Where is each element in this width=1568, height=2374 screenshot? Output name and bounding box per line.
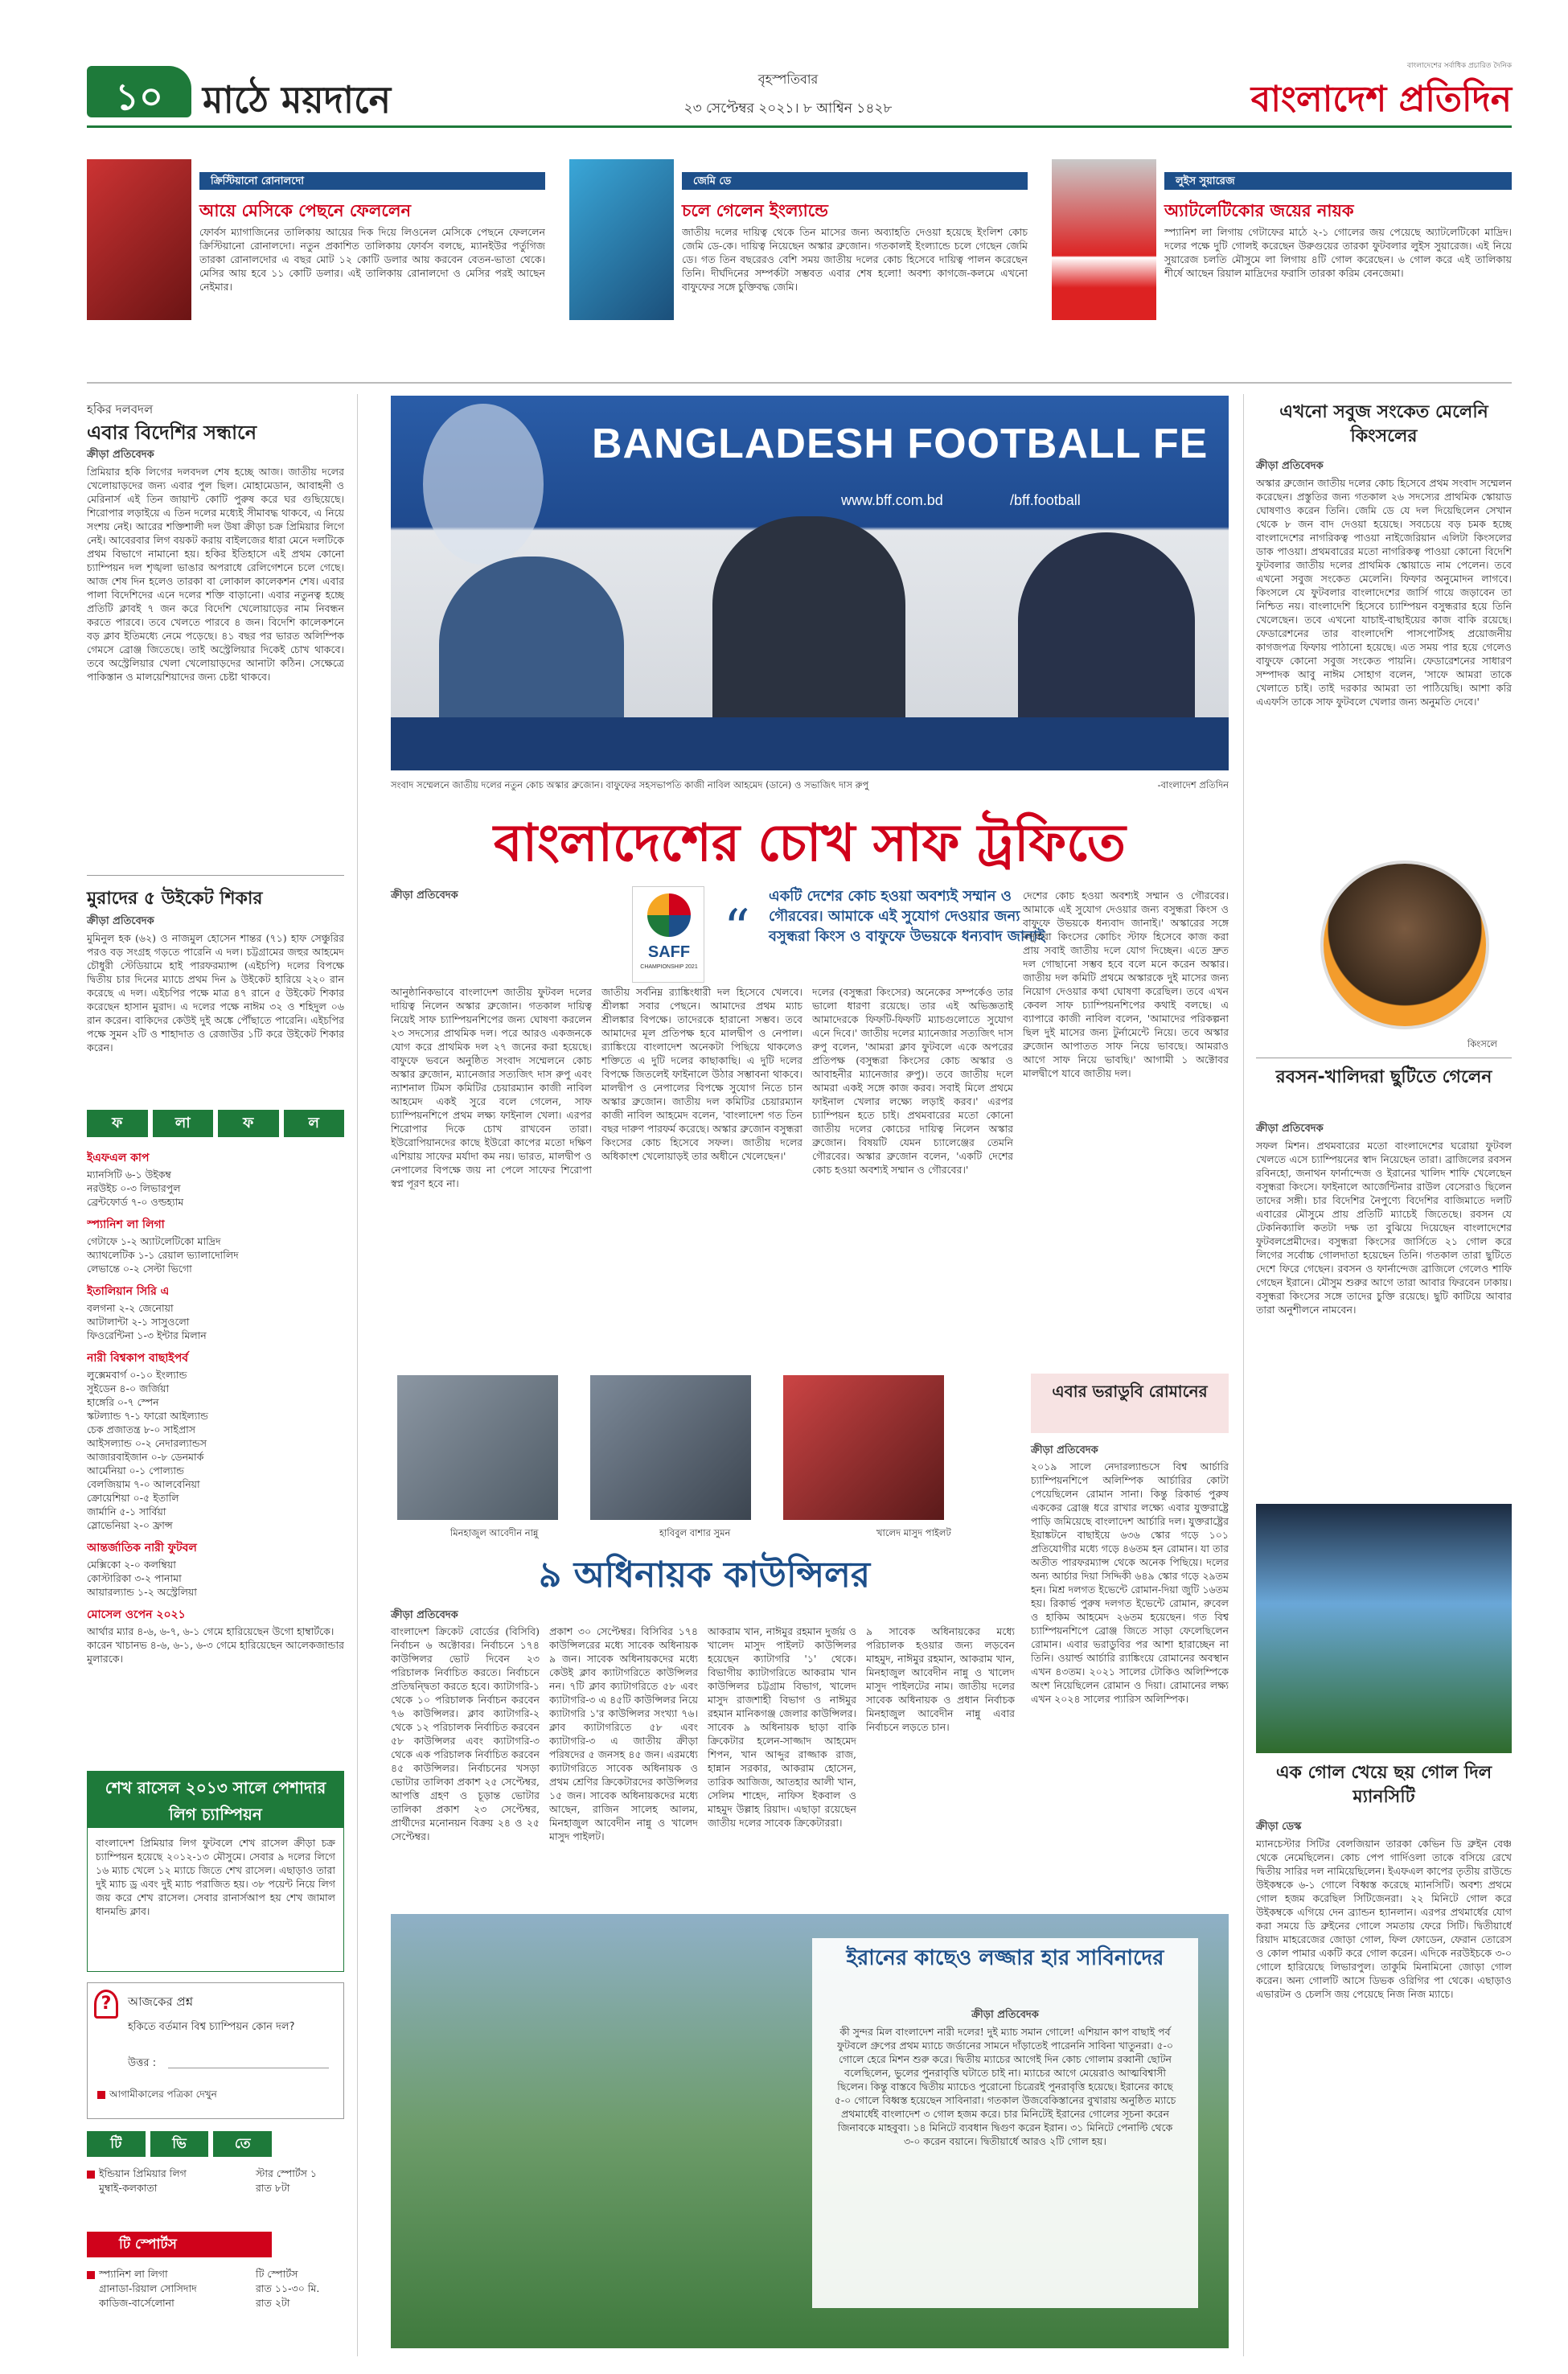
result-group (87, 1538, 344, 1599)
iran-byline: ক্রীড়া প্রতিবেদক (971, 2009, 1039, 2021)
tsports-title: টি স্পোর্টস (119, 2236, 177, 2253)
hockey-body: প্রিমিয়ার হকি লিগের দলবদল শেষ হচ্ছে আজ। জাতীয় দলের খেলোয়াড়দের জন্য এবার পুল ছিল। মোহামেডান, আবাহনী ও মেরিনার্স এই তিন জায়ান্ট কোটি পুরুষ করে ঘর গুছিয়েছে। শিরোপার লড়াইয়ে এ তিন দলের মধ্যেই সীমাবদ্ধ থাকবে, এ নিয়ে সংশয় নেই। আরের শক্তিশালী দল উষা ক্রীড়া চক্র প্রিমিয়ার লিগে নেই। আবেরবার লিগ বয়কট করায় বাইলজের ধারা মেনে দলটিকে প্রথম বিভাগে নামানো হয়। হকির ইতিহাসে এই প্রথম কোনো চ্যাম্পিয়ন দল শৃঙ্খলা ভাঙার অপরাধে রেলিগেশনে চলে গেছে। আজ শেষ দিন হলেও তারকা বা লোকাল কালেকশন শেষ। এবার পালা বিদেশিদের এনে দলের শক্তি বাড়ানো। এবার নতুনত্ব হচ্ছে প্রতিটি ক্লাবই ৭ জন করে বিদেশি খেলোয়াড়ের নাম নিবন্ধন করতে পারবে। তবে খেলতে পারবে ৪ জন। বিদেশি কালেকশনে বড় ক্লাব ইতিমধ্যে নেমে পড়েছে। ৪১ বছর পর ভারত অলিম্পিক গেমসে ব্রোঞ্জ জিতেছে। তাই অস্ট্রেলিয়ার দিকেই চোখ থাকবে। তবে অস্ট্রেলিয়ার খেলা খেলোয়াড়দের আনাটা কঠিন। সেক্ষেত্রে পাকিস্তান ও মালয়েশিয়াদের জন্য চেষ্টা থাকবে। (87, 466, 344, 683)
robson-byline: ক্রীড়া প্রতিবেদক (1256, 1123, 1324, 1135)
captain-photo-3 (783, 1375, 944, 1520)
romaner-headline-box (1031, 1374, 1229, 1433)
captains-headline: ৯ অধিনায়ক কাউন্সিলর (538, 1555, 871, 1596)
iran-headline: ইরানের কাছেও লজ্জার হার সাবিনাদের (846, 1946, 1164, 1970)
square-bullet-icon (87, 2171, 95, 2179)
story-body: স্প্যানিশ লা লিগায় গেটাফের মাঠে ২-১ গোলের জয় পেয়েছে অ্যাটলেটিকো মাদ্রিদ। দলের পক্ষে দুটি গোলই করেছেন উরুগুয়ের তারকা ফুটবলার লুইস সুয়ারেজ। এই নিয়ে সুয়ারেজ চলতি মৌসুমে লা লিগায় ৪টি গোল করেছেন। ৬ গোল করে এই তালিকায় শীর্ষে আছেন রিয়াল মাদ্রিদের ফরাসি তারকা করিম বেনজেমা। (1164, 226, 1512, 279)
story-headline: অ্যাটলেটিকোর জয়ের নায়ক (1164, 201, 1354, 220)
result-league: ইএফএল কাপ (87, 1152, 150, 1164)
jamie-photo (569, 159, 674, 320)
quiz-footer (97, 2088, 217, 2104)
tsports-row (87, 2267, 344, 2312)
tv-title-char: ভি (150, 2131, 209, 2157)
lead-caption: সংবাদ সম্মেলনে জাতীয় দলের নতুন কোচ অস্কার ব্রুজোন। বাফুফের সহসভাপতি কাজী নাবিল আহমেদ (ডানে) ও সভাজিৎ দাস রুপু (391, 779, 869, 791)
saff-emblem-icon (647, 893, 691, 937)
result-line: ফিওরেন্টিনা ১-৩ ইন্টার মিলান (87, 1329, 207, 1341)
kingsley-headline: এখনো সবুজ সংকেত মেলেনি কিংসলের (1279, 402, 1488, 446)
tsports-time: রাত ১১-৩০ মি. (256, 2282, 320, 2294)
tv-box (87, 2131, 344, 2220)
column-rule (1243, 394, 1244, 2356)
story-headline: চলে গেলেন ইংল্যান্ডে (682, 201, 828, 220)
bff-emblem-icon (423, 404, 544, 565)
result-line: হাঙ্গেরি ০-৭ স্পেন (87, 1396, 159, 1408)
results-list (87, 1142, 344, 1753)
result-line: কারেন খাচানভ ৪-৬, ৬-১, ৬-৩ গেমে হারিয়েছেন আলেকজান্ডার মুলারকে। (87, 1639, 344, 1665)
result-line: সুইডেন ৪-০ জর্জিয়া (87, 1382, 170, 1394)
story-tag-bar (682, 172, 1028, 190)
tsports-match: কাডিজ-বার্সেলোনা (99, 2297, 174, 2309)
captains-byline: ক্রীড়া প্রতিবেদক (391, 1609, 458, 1621)
kingsley-photo (1320, 860, 1489, 1029)
tsports-event-text: স্প্যানিশ লা লিগা (99, 2268, 168, 2280)
iran-body: কী সুন্দর মিল বাংলাদেশ নারী দলের! দুই ম্যাচ সমান গোলে! এশিয়ান কাপ বাছাই পর্ব ফুটবলে গ্রুপের প্রথম ম্যাচে জর্ডানের সামনে দাঁড়াতেই পারেননি সাবিনা খাতুনরা। ৫-০ গোলে হেরে মিশন শুরু করে। দ্বিতীয় ম্যাচের আগেই দিন কোচ গোলাম রব্বানী ছোটন বলেছিলেন, ভুলের পুনরাবৃত্তি ঘটাতে চাই না। ম্যাচের আগে মেয়েরাও আত্মবিশ্বাসী ছিলেন। কিন্তু বাস্তবে দ্বিতীয় ম্যাচেও পুরোনো চিত্রেরই পুনরাবৃত্তি হয়েছে। ইরানের কাছে ৫-০ গোলে বিধ্বস্ত হয়েছেন সাবিনারা। গতকাল উজবেকিস্তানের বুখারায় অনুষ্ঠিত ম্যাচে প্রথমার্ধেই বাংলাদেশ ৩ গোল হজম করে। চার মিনিটেই ইরানের গোলের সূচনা করেন জিনাবকে মাহবুবা। ১৪ মিনিটে ব্যবধান দ্বিগুণ করেন ইরান। ৩১ মিনিটে পেনাল্টি থেকে ৩-০ করেন বয়ানে। দ্বিতীয়ার্ধে আরও ২টি গোল হয়। (834, 2026, 1176, 2147)
result-lines (87, 1301, 344, 1342)
sheikh-russel-box (87, 1771, 344, 1972)
result-group (87, 1282, 344, 1342)
robson-body: সফল মিশন। প্রথমবারের মতো বাংলাদেশের ঘরোয়া ফুটবল খেলতে এসে চ্যাম্পিয়নের স্বাদ নিয়েছেন তারা। ব্রাজিলের রবসন রবিনহো, জনাথন ফার্নান্দেজ ও ইরানের খালিদ শাফি খেলেছেন বসুন্ধরা কিংসে। ফাইনালে আর্জেন্টিনার রাউল বেসেরাও ছিলেন তাদের সঙ্গী। চার বিদেশির নৈপুণ্যে বিদেশির বাজিমাতে দলটি এবারের মৌসুমে প্রায় প্রতিটি ম্যাচেই জিতেছে। রবসন যে টেকনিক্যালি কতটা দক্ষ তা বুঝিয়ে দিয়েছেন বাংলাদেশের ফুটবলপ্রেমীদের। বসুন্ধরা কিংসের জার্সিতে ২১ গোল করে লিগের সর্বোচ্চ গোলদাতা হয়েছেন তিনি। গতকাল তারা ছুটিতে দেশে ফিরে গেছেন। রবসন ও ফার্নান্দেজ ব্রাজিলে গেলেও শাফি গেছেন ইরানে। মৌসুম শুরুর আগে তারা আবার ফিরবেন ঢাকায়। বসুন্ধরা কিংসের সঙ্গে তাদের চুক্তি রয়েছে। ছুটি কাটিয়ে আবার তারা অনুশীলনে নামবেন। (1256, 1140, 1512, 1316)
left-column (87, 394, 344, 2356)
quiz-box (87, 1982, 344, 2119)
tv-title-char: তে (213, 2131, 272, 2157)
tv-event-text: ইন্ডিয়ান প্রিমিয়ার লিগ (99, 2167, 187, 2179)
result-group (87, 1605, 344, 1665)
top-stories (87, 137, 1512, 386)
story-body: জাতীয় দলের দায়িত্ব থেকে তিন মাসের জন্য অব্যাহতি দেওয়া হয়েছে ইংলিশ কোচ জেমি ডে-কে। দায়িত্ব নিয়েছেন অস্কার ব্রুজোন। গতকালই ইংল্যান্ডে চলে গেছেন জেমি ডে। গত তিন বছরেরও বেশি সময় জাতীয় দলের কোচ হিসেবে দায়িত্ব পালন করেছেন তিনি। দীর্ঘদিনের সম্পর্কটা সম্ভবত এবার শেষ হলো! অবশ্য কাগজে-কলমে এখনো বাফুফের সঙ্গে চুক্তিবদ্ধ জেমি। (682, 226, 1028, 293)
result-line: কোস্টারিকা ৩-২ পানামা (87, 1572, 182, 1584)
saff-logo-sub: CHAMPIONSHIP 2021 (640, 964, 698, 970)
section-title: মাঠে ময়দানে (203, 78, 392, 121)
page-number: ১০ (115, 75, 163, 118)
result-group (87, 1215, 344, 1275)
robson-headline: রবসন-খালিদরা ছুটিতে গেলেন (1275, 1067, 1492, 1087)
result-line: নরউইচ ০-৩ লিভারপুল (87, 1182, 181, 1194)
tv-event (87, 2167, 187, 2181)
result-lines (87, 1558, 344, 1599)
romaner-headline: এবার ভরাডুবি রোমানের (1052, 1382, 1208, 1401)
result-line: আয়ারল্যান্ড ১-২ অস্ট্রেলিয়া (87, 1586, 197, 1598)
captain-caption: মিনহাজুল আবেদীন নান্নু (450, 1527, 539, 1538)
results-title-char: লা (153, 1110, 214, 1137)
saff-logo-text: SAFF (647, 943, 691, 961)
quiz-question: হকিতে বর্তমান বিশ্ব চ্যাম্পিয়ন কোন দল? (128, 2021, 295, 2033)
mancity-photo (1256, 1504, 1512, 1753)
mancity-headline: এক গোল খেয়ে ছয় গোল দিল ম্যানসিটি (1275, 1763, 1492, 1807)
paper-logo: বাংলাদেশ প্রতিদিন (1250, 79, 1512, 120)
tv-row (87, 2167, 344, 2207)
result-group (87, 1148, 344, 1209)
tv-channel: স্টার স্পোর্টস ১ (256, 2167, 318, 2179)
result-line: ম্যানসিটি ৬-১ উইকম্ব (87, 1169, 171, 1181)
rule (87, 875, 344, 876)
top-story-ronaldo (87, 151, 545, 376)
lead-col-2: জাতীয় সর্বনিম্ন র‍্যাঙ্কিংধারী দল হিসেবে খেলবে। শ্রীলঙ্কা সবার পেছনে। আমাদের প্রথম ম্যাচ শ্রীলঙ্কার বিপক্ষে। তাদেরকে হারানো সম্ভব। তবে আমাদের মূল প্রতিপক্ষ হবে মালদ্বীপ ও নেপাল। র‍্যাঙ্কিংয়ে বাংলাদেশ অনেকটা পিছিয়ে থাকলেও শক্তিতে এ দুটি দলের কাছাকাছি। এ দুটি দলের বিপক্ষে জিতলেই ফাইনালে উঠার সম্ভাবনা থাকবে। মালদ্বীপ ও নেপালের বিপক্ষে সুযোগ নিতে চান অস্কার ব্রুজোন। জাতীয় দল কমিটির চেয়ারম্যান কাজী নাবিল আহমেদ বলেন, 'বাংলাদেশ গত তিন বছর দারুণ পারফর্ম করেছে। অস্কার ব্রুজোন বসুন্ধরা কিংসের কোচ হিসেবে সফল। জাতীয় দলের অধিকাংশ খেলোয়াড়ই তার অধীনে খেলেছেন।' (601, 986, 802, 1162)
kingsley-body: অস্কার ব্রুজোন জাতীয় দলের কোচ হিসেবে প্রথম সংবাদ সম্মেলন করেছেন। প্রস্তুতির জন্য গতকাল ২৬ সদস্যের প্রাথমিক স্কোয়াড ঘোষণাও করেন তিনি। জেমি ডে যে দল দিয়েছিলেন সেখান থেকে ৮ জন বাদ দেওয়া হয়েছে। সবচেয়ে বড় চমক হচ্ছে বাংলাদেশের নাগরিকত্ব পাওয়া নাইজেরিয়ান এলিটা কিংসলের ডাক পাওয়া। প্রথমবারের মতো নাগরিকত্ব পাওয়া কোনো বিদেশি ফুটবলার জাতীয় দলের প্রাথমিক স্কোয়াডে নাম পেলেন। তবে এখনো সবুজ সংকেত মেলেনি। ফিফার অনুমোদন লাগবে। কিংসলে যে ফুটবলার বাংলাদেশের জার্সি গায়ে জড়াবেন তা নিশ্চিত নয়। বাংলাদেশি হিসেবে চ্যাম্পিয়ন বসুন্ধরার হয়ে তিনি খেলেছেন। তবে এখনো যাচাই-বাছাইয়ের কাজ বাকি রয়েছে। ফেডারেশনের তার বাংলাদেশি পাসপোর্টসহ প্রয়োজনীয় কাগজপত্র ফিফায় পাঠানো হয়েছে। এত সময় পার হয়ে গেলেও বাফুফে কোনো সবুজ সংকেত পায়নি। ফেডারেশনের সাধারণ সম্পাদক আবু নাঈম সোহাগ বলেন, 'সাফে আমরা তাকে খেলাতে চাই। তাই দরকার আমরা তা পাঠিয়েছি। আশা করি এএফসি তাকে সাফ ফুটবলে খেলার জন্য অনুমতি দেবে।' (1256, 477, 1512, 708)
sheikh-russel-body: বাংলাদেশ প্রিমিয়ার লিগ ফুটবলে শেখ রাসেল ক্রীড়া চক্র চ্যাম্পিয়ন হয়েছে ২০১২-১৩ মৌসুমে। সেবার ৯ দলের লিগে ১৬ ম্যাচ খেলে ১২ ম্যাচে জিতে শেখ রাসেল। এছাড়াও তারা দুই ম্যাচ ড্র এবং দুই ম্যাচ পরাজিত হয়। ৩৮ পয়েন্ট নিয়ে লিগ জয় করে শেখ রাসেল। সেবার রানার্সআপ হয় শেখ জামাল ধানমন্ডি ক্লাব। (96, 1837, 335, 1917)
quiz-title: আজকের প্রশ্ন (128, 1994, 194, 2009)
tv-title-char: টি (87, 2131, 146, 2157)
saff-logo (632, 886, 704, 983)
captain-caption: হাবিবুল বাশার সুমন (659, 1527, 731, 1538)
top-story-suarez (1052, 151, 1512, 376)
story-tag: লুইস সুয়ারেজ (1176, 175, 1235, 187)
murad-body: মুমিনুল হক (৬২) ও নাজমুল হোসেন শান্তর (৭১) হাফ সেঞ্চুরির পরও বড় সংগ্রহ গড়তে পারেনি এ দল। চট্টগ্রামের জহুর আহমেদ চৌধুরী স্টেডিয়ামে হাই পারফরম্যান্স (এইচপি) দলের বিপক্ষে দ্বিতীয় চার দিনের ম্যাচে প্রথম দিন ৯ উইকেট হারিয়ে ২২০ রান করেছে এ দল। এইচপির পক্ষে মাত্র ৪৭ রানে ৫ উইকেট শিকার করেছেন হাসান মুরাদ। এ দলের পক্ষে নাঈম ৩২ ও শহিদুল ০৬ রান করেন। বাকিদের কেউই দুই অঙ্কে পৌঁছাতে পারেনি। এইচপির পক্ষে সুমন ২টি ও শাহাদাত ও রেজাউর ১টি করে উইকেট শিকার করেন। (87, 932, 344, 1054)
result-line: স্কটল্যান্ড ৭-১ ফারো আইল্যান্ড (87, 1410, 208, 1422)
story-tag: ক্রিস্টিয়ানো রোনালদো (211, 175, 305, 187)
banner-url: www.bff.com.bd (841, 492, 943, 508)
results-title-char: ফ (218, 1110, 279, 1137)
lead-col-4: দেশের কোচ হওয়া অবশ্যই সম্মান ও গৌরবের। আমাকে এই সুযোগ দেওয়ার জন্য বসুন্ধরা কিংস ও বাফুফে উভয়কে ধন্যবাদ জানাই।' অস্কারের সঙ্গে বসুন্ধরা কিংসের কোচিং স্টাফ হিসেবে কাজ করা প্রায় সবাই জাতীয় দলে যোগ দিচ্ছেন। এতে দ্রুত দল গোছানো সম্ভব হবে বলে মনে করেন অস্কার। জাতীয় দল কমিটি প্রথমে অস্কারকে দুই মাসের জন্য নিয়োগ দেওয়ার কথা ঘোষণা করেছিল। তবে এখন কেবল সাফ চ্যাম্পিয়নশিপের কথাই বলছে। এ ব্যাপারে কাজী নাবিল বলেন, 'আমাদের পরিকল্পনা ছিল দুই মাসের জন্য টুর্নামেন্টে নিয়ে। তবে অস্কার ব্রুজোন আপাতত সাফ নিয়ে ভাবছে। আমরাও আগে সাফ নিয়ে ভাবছি।' আগামী ১ অক্টোবর মালদ্বীপে যাবে জাতীয় দল। (1023, 889, 1229, 1079)
pull-quote: একটি দেশের কোচ হওয়া অবশ্যই সম্মান ও গৌরবের। আমাকে এই সুযোগ দেওয়ার জন্য বসুন্ধরা কিংস ও বাফুফে উভয়কে ধন্যবাদ জানাই (769, 888, 1045, 945)
column-rule (357, 394, 358, 2356)
right-column (1256, 394, 1512, 2356)
story-tag: জেমি ডে (693, 175, 732, 187)
story-tag-bar (1164, 172, 1512, 190)
mancity-body: ম্যানচেস্টার সিটির বেলজিয়ান তারকা কেভিন ডি ব্রুইন বেঞ্চ থেকে নেমেছিলেন। কোচ পেপ গার্দিওলা তাকে বসিয়ে রেখে দ্বিতীয় সারির দল নামিয়েছিলেন। ইএফএল কাপের তৃতীয় রাউন্ডে উইকম্বকে ৬-১ গোলে বিধ্বস্ত করেছে ম্যানসিটি। অবশ্য প্রথমে গোল হজম করেছিল সিটিজেনরা। ২২ মিনিটে গোল করে উইকম্বকে এগিয়ে দেন ব্র্যান্ডন হ্যানলান। এরপর প্রথমার্ধের যোগ করা সময়ে ডি ব্রুইনের গোলে সমতায় ফেরে সিটি। দ্বিতীয়ার্ধে রিয়াদ মাহরেজের জোড়া গোল, ফিল ফোডেন, ফেরান তোরেস ও কোল পামার একটি করে গোল করেন। এদিকে নরউইচকে ৩-০ গোলে হারিয়েছে লিভারপুল। তাকুমি মিনামিনো জোড়া গোল করেন। অন্য গোলটি আসে ডিভক ওরিগির পা থেকে। এছাড়াও এভারটন ও চেলসি জয় পেয়েছে নিজ নিজ ম্যাচে। (1256, 1838, 1512, 2000)
murad-byline: ক্রীড়া প্রতিবেদক (87, 915, 154, 927)
captain-caption: খালেদ মাসুদ পাইলট (876, 1527, 951, 1538)
pull-quote-box (724, 883, 1055, 980)
result-line: বেলজিয়াম ৭-০ আলবেনিয়া (87, 1478, 200, 1490)
press-table (391, 717, 1229, 770)
ronaldo-photo (87, 159, 191, 320)
page-number-box (87, 66, 191, 117)
top-story-jamie (569, 151, 1028, 376)
banner-text: BANGLADESH FOOTBALL FE (592, 421, 1209, 467)
masthead-rule (87, 125, 1512, 128)
lead-byline: ক্রীড়া প্রতিবেদক (391, 889, 458, 902)
sheikh-russel-headline: শেখ রাসেল ২০১৩ সালে পেশাদার লিগ চ্যাম্পিয়ন (88, 1772, 343, 1828)
hockey-byline: ক্রীড়া প্রতিবেদক (87, 449, 154, 461)
tsports-match: গ্রানাডা-রিয়াল সোসিদাদ (99, 2282, 197, 2294)
romaner-byline: ক্রীড়া প্রতিবেদক (1031, 1444, 1098, 1456)
result-line: গেটাফে ১-২ অ্যাটলেটিকো মাদ্রিদ (87, 1235, 221, 1247)
captain-photo-1 (397, 1375, 558, 1520)
romaner-body: ২০১৯ সালে নেদারল্যান্ডসে বিশ্ব আর্চারি চ্যাম্পিয়নশিপে অলিম্পিক আর্চারির কোটা পেয়েছিলেন রোমান সানা। কিন্তু রিকার্ভ পুরুষ এককের ব্রোঞ্জ ধরে রাখার লক্ষ্যে এবার যুক্তরাষ্ট্রে পাড়ি জমিয়েছে বাংলাদেশ আর্চারি দল। যুক্তরাষ্ট্রের ইয়াঙ্কটনে বাছাইয়ে ৬৩৬ স্কোর গড়ে ১০১ প্রতিযোগীর মধ্যে গড়ে ৪৬তম হন রোমান। যা তার অতীত পারফরম্যান্স থেকে অনেক পিছিয়ে। দলের অন্য আর্চার দিয়া সিদ্দিকী ৬৪৯ স্কোর গড়ে ২৯তম হন। মিশ্র দলগত ইভেন্টে রোমান-দিয়া জুটি ১৬তম হয়। রিকার্ভ পুরুষ দলগত ইভেন্টে রোমান, রুবেল ও হাকিম আহমেদ ২৬তম হয়েছেন। গত বিশ্ব চ্যাম্পিয়নশিপে ব্রোঞ্জ জিতে সাড়া ফেলেছিলেন রোমান। এবার ভরাডুবির পর আশা হারাচ্ছেন না তিনি। ওয়ার্ল্ড আর্চারি র‍্যাঙ্কিংয়ে রোমানের অবস্থান এখন ৪৩তম। ২০২১ সালের টোকিও অলিম্পিকে অংশ নিয়েছিলেন রোমান ও দিয়া। রোমানের লক্ষ্য এখন ২০২৪ সালের প্যারিস অলিম্পিক। (1031, 1460, 1229, 1705)
story-tag-bar (199, 172, 545, 190)
result-line: আজারবাইজান ০-৮ ডেনমার্ক (87, 1451, 204, 1463)
results-title-char: ল (284, 1110, 345, 1137)
captains-col-4: ৯ সাবেক অধিনায়কের মধ্যে পরিচালক হওয়ার জন্য লড়বেন মাহমুদ, নাঈমুর রহমান, আকরাম খান, মিনহাজুল আবেদীন নান্নু ও খালেদ মাসুদ পাইলটের নাম। জাতীয় দলের সাবেক অধিনায়ক ও প্রধান নির্বাচক মিনহাজুল আবেদীন নান্নু এবার নির্বাচনে লড়তে চান। (866, 1625, 1015, 1733)
result-line: আর্মেনিয়া ০-১ পোল্যান্ড (87, 1464, 184, 1477)
quote-mark-icon: “ (724, 899, 750, 959)
result-line: আইসল্যান্ড ০-২ নেদারল্যান্ডস (87, 1437, 207, 1449)
result-league: আন্তর্জাতিক নারী ফুটবল (87, 1542, 197, 1555)
results-box (87, 1110, 344, 1761)
result-line: বলগনা ২-২ জেনোয়া (87, 1302, 174, 1314)
result-league: নারী বিশ্বকাপ বাছাইপর্ব (87, 1352, 188, 1365)
weekday: বৃহস্পতিবার (757, 72, 819, 87)
captains-col-2: প্রকাশ ৩০ সেপ্টেম্বর। বিসিবির ১৭৪ কাউন্সিলরের মধ্যে সাবেক অধিনায়ক ৯ জন। সাবেক অধিনায়কদের মধ্যে কেউই ক্লাব ক্যাটাগরিতে কাউন্সিলর নন। ৭টি ক্লাব ক্যাটাগরিতে ৫৮ এবং ক্যাটাগরি-৩ এ ৪৫টি কাউন্সিলর নিয়ে ক্যাটাগরি ১'র কাউন্সিলর সংখ্যা ৭৬। ক্লাব ক্যাটাগরিতে ৫৮ এবং ক্যাটাগরি-৩ এ জাতীয় ক্রীড়া পরিষদের ৫ জনসহ ৪৫ জন। এরমধ্যে ক্যাটাগরিতে সাবেক অধিনায়ক ও প্রথম শ্রেণির ক্রিকেটারদের কাউন্সিলর ১৫ জন। সাবেক অধিনায়কদের মধ্যে আছেন, রাজিন সালেহ আলম, মিনহাজুল আবেদীন নান্নু ও খালেদ মাসুদ পাইলট। (549, 1625, 698, 1842)
lead-col-3: দলের (বসুন্ধরা কিংসের) অনেকের সম্পর্কেও তার ভালো ধারণা রয়েছে। তার এই অভিজ্ঞতাই আমাদেরকে ফিফটি-ফিফটি ম্যাচগুলোতে সুযোগ এনে দিবে।' জাতীয় দলের ম্যানেজার সত্যজিৎ দাস রুপু বলেন, 'আমরা ক্লাব ফুটবলে একে অপরের প্রতিপক্ষ (বসুন্ধরা কিংসের কোচ অস্কার ও আবাহনীর ম্যানেজার রুপু)। তবে জাতীয় দলে আমরা একই সঙ্গে কাজ করব। সবাই মিলে প্রথমে ফাইনাল খেলার লক্ষ্যে লড়াই করব।' এরপর চ্যাম্পিয়ন হতে চাই। প্রথমবারের মতো কোনো জাতীয় দলের কোচের দায়িত্ব নিলেন অস্কার ব্রুজোন। বিষয়টি যেমন চ্যালেঞ্জের তেমনি গৌরবের। অস্কার ব্রুজোন বলেন, 'একটি দেশের কোচ হওয়া অবশ্যই সম্মান ও গৌরবের।' (812, 986, 1013, 1176)
suarez-photo (1052, 159, 1156, 320)
result-line: ক্রোয়েশিয়া ০-৫ ইতালি (87, 1492, 179, 1504)
kingsley-caption: কিংসলে (1467, 1038, 1497, 1049)
murad-headline: মুরাদের ৫ উইকেট শিকার (87, 889, 263, 909)
lead-col-1: আনুষ্ঠানিকভাবে বাংলাদেশ জাতীয় ফুটবল দলের দায়িত্ব নিলেন অস্কার ব্রুজোন। গতকাল দায়িত্ব নিয়েই সাফ চ্যাম্পিয়নশিপের জন্য ঘোষণা করলেন ২৩ সদস্যের প্রাথমিক দল। পরে আরও একজনকে যোগ করে প্রাথমিক দল ২৭ জনের করা হয়েছে। বাফুফে ভবনে অনুষ্ঠিত সংবাদ সম্মেলনে কোচ অস্কার ব্রুজোন, ম্যানেজার সত্যজিৎ দাস রুপু এবং ন্যাশনাল টিমস কমিটির চেয়ারম্যান কাজী নাবিল আহমেদ একই সুরে বলে গেলেন, সাফ চ্যাম্পিয়নশিপে প্রথম লক্ষ্য ফাইনাল খেলা। এরপর শিরোপার দিকে চোখ রাখবেন তারা। ইউরোপিয়ানদের কাছে ইউরো কাপের মতো দক্ষিণ এশিয়ায় সাফের মর্যাদা কম নয়। ভারত, মালদ্বীপ ও নেপালের বিপক্ষে জয় না পেলে সাফের শিরোপা স্বপ্ন পূরণ হবে না। (391, 986, 592, 1189)
kingsley-byline: ক্রীড়া প্রতিবেদক (1256, 460, 1324, 472)
captain-photo-2 (590, 1375, 751, 1520)
story-body: ফোর্বস ম্যাগাজিনের তালিকায় আয়ের দিক দিয়ে লিওনেল মেসিকে পেছনে ফেললেন ক্রিস্টিয়ানো রোনালদো। নতুন প্রকাশিত তালিকায় ফোর্বস বলছে, ম্যানইউর পর্তুগিজ তারকা রোনালদোর এ বছর মোট ১২ কোটি ডলার আয় করবেন বেতন-ভাতা থেকে। মেসির আয় হবে ১১ কোটি ডলার। এই তালিকায় রোনালদো ও মেসির পরই আছেন নেইমার। (199, 226, 545, 293)
result-league: মোসেল ওপেন ২০২১ (87, 1608, 186, 1621)
result-line: লেভান্তে ০-২ সেল্টা ভিগো (87, 1263, 192, 1275)
tsports-box (87, 2232, 344, 2352)
result-lines (87, 1168, 344, 1209)
result-line: স্লোভেনিয়া ২-০ ফ্রান্স (87, 1519, 173, 1531)
tsports-event (87, 2267, 168, 2282)
paper-tagline: বাংলাদেশের সর্বাধিক প্রচারিত দৈনিক (1406, 62, 1512, 70)
tv-time: রাত ৮টা (256, 2182, 290, 2194)
lead-headline: বাংলাদেশের চোখ সাফ ট্রফিতে (494, 814, 1126, 873)
tv-match: মুম্বাই-কলকাতা (99, 2182, 158, 2194)
question-icon: ? (94, 1990, 118, 2019)
photo-credit: -বাংলাদেশ প্রতিদিন (1157, 779, 1229, 791)
result-line: ব্রেন্টফোর্ড ৭-০ ওল্ডহ্যাম (87, 1196, 184, 1208)
masthead (0, 0, 1568, 137)
captains-col-3: আকরাম খান, নাঈমুর রহমান দুর্জয় ও খালেদ মাসুদ পাইলট কাউন্সিলর হয়েছেন ক্যাটাগরি '১' থেকে। বিভাগীয় ক্যাটাগরিতে আকরাম খান কাউন্সিলর চট্টগ্রাম বিভাগ, খালেদ মাসুদ রাজশাহী বিভাগ ও নাঈমুর রহমান মানিকগঞ্জ জেলার কাউন্সিলর। সাবেক ৯ অধিনায়ক ছাড়া বাকি ক্রিকেটার হলেন-সাজ্জাদ আহমেদ শিপন, খান আব্দুর রাজ্জাক রাজ, হান্নান সরকার, আকরাম হোসেন, তারিক আজিজ, আতহার আলী খান, সেলিম শাহেদ, নাফিস ইকবাল ও মাহমুদ উল্লাহ রিয়াদ। এছাড়া রয়েছেন জাতীয় দলের সাবেক ক্রিকেটাররা। (708, 1625, 856, 1829)
result-lines (87, 1234, 344, 1275)
story-headline: আয়ে মেসিকে পেছনে ফেললেন (199, 201, 412, 220)
result-league: ইতালিয়ান সিরি এ (87, 1285, 170, 1298)
top-stories-rule (87, 382, 1512, 384)
hockey-kicker: হকির দলবদল (87, 402, 154, 417)
results-title-bar (87, 1110, 344, 1137)
result-lines (87, 1368, 344, 1532)
captains-col-1: বাংলাদেশ ক্রিকেট বোর্ডের (বিসিবি) নির্বাচন ৬ অক্টোবর। নির্বাচনে ১৭৪ কাউন্সিলর ভোট দিবেন ২৩ পরিচালক নির্বাচিত করতে। নির্বাচনে প্রতিদ্বন্দ্বিতা করতে হবে। ক্যাটাগরি-১ থেকে ১০ পরিচালক নির্বাচন করবেন ৭৬ কাউন্সিলর। ক্লাব ক্যাটাগরি-২ থেকে ১২ পরিচালক নির্বাচিত করবেন ৫৮ কাউন্সিলর এবং ক্যাটাগরি-৩ থেকে এক পরিচালক নির্বাচিত করবেন ৪৫ কাউন্সিলর। নির্বাচনের খসড়া ভোটার তালিকা প্রকাশ ২৫ সেপ্টেম্বর, আপত্তি গ্রহণ ও চূড়ান্ত ভোটার তালিকা প্রকাশ ২৩ সেপ্টেম্বর, প্রার্থীদের মনোনয়ন বিক্রয় ২৪ ও ২৫ সেপ্টেম্বর। (391, 1625, 540, 1842)
result-line: মেক্সিকো ২-০ কলম্বিয়া (87, 1559, 176, 1571)
tv-title-bar (87, 2131, 272, 2157)
square-bullet-icon (97, 2091, 105, 2099)
tsports-time: রাত ২টা (256, 2297, 290, 2309)
iran-text-box (812, 1938, 1198, 2308)
quiz-answer-label: উত্তর : (128, 2057, 157, 2069)
hockey-headline: এবার বিদেশির সন্ধানে (87, 421, 257, 444)
result-league: স্প্যানিশ লা লিগা (87, 1218, 165, 1231)
result-line: চেক প্রজাতন্ত্র ৮-০ সাইপ্রাস (87, 1423, 196, 1435)
banner-social: /bff.football (1010, 492, 1081, 508)
tsports-title-bar (87, 2232, 272, 2257)
square-bullet-icon (87, 2271, 95, 2279)
result-line: আটালান্টা ২-১ সাসুওলো (87, 1316, 190, 1328)
result-line: জার্মানি ৫-১ সার্বিয়া (87, 1505, 166, 1518)
lead-photo (391, 396, 1229, 770)
result-line: অ্যাথলেটিক ১-১ রেয়াল ভ্যালাদোলিদ (87, 1249, 239, 1261)
date-line: ২৩ সেপ্টেম্বর ২০২১। ৮ আশ্বিন ১৪২৮ (683, 101, 893, 117)
mancity-byline: ক্রীড়া ডেস্ক (1256, 1821, 1302, 1833)
tsports-channel: টি স্পোর্টস (256, 2268, 298, 2280)
person-center (712, 516, 905, 750)
result-line: লুক্সেমবার্গ ০-১০ ইংল্যান্ড (87, 1369, 187, 1381)
result-group (87, 1349, 344, 1532)
result-line: আর্থার ম্যার ৪-৬, ৬-৭, ৬-১ গেমে হারিয়েছেন উগো হাম্বার্টকে। (87, 1625, 335, 1637)
results-title-char: ফ (87, 1110, 148, 1137)
result-lines (87, 1624, 344, 1665)
quiz-footer-text: আগামীকালের পত্রিকা দেখুন (109, 2089, 217, 2100)
